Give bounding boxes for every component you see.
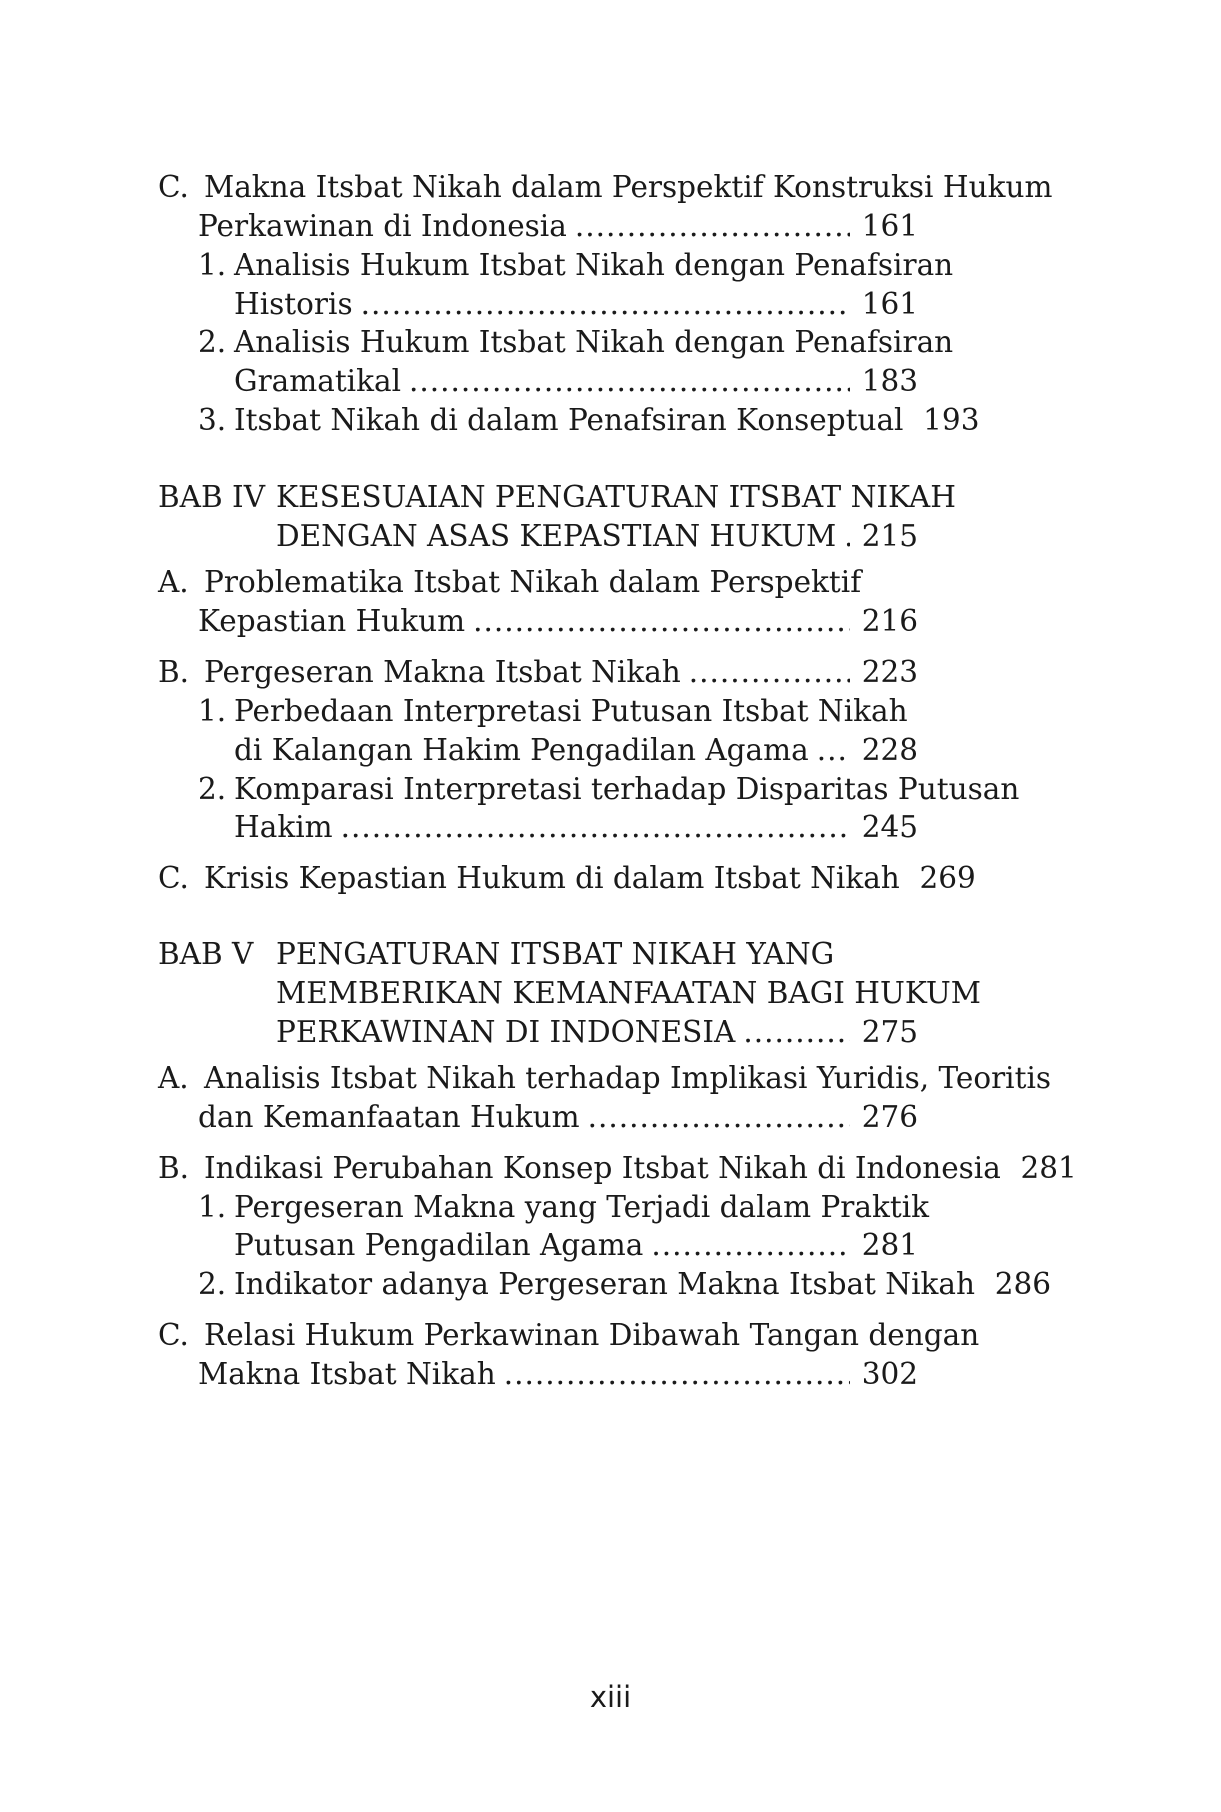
section-title: Indikasi Perubahan Konsep Itsbat Nikah di Indonesia: [204, 1151, 1001, 1185]
chapter-title-cont: MEMBERIKAN KEMANFAATAN BAGI HUKUM: [276, 976, 981, 1010]
item-number: 1.: [198, 1190, 227, 1224]
item-number: 1.: [198, 694, 227, 728]
toc-subentry: [198, 1262, 1052, 1306]
toc-subentry-line2: [234, 359, 918, 403]
page-number: 215: [861, 519, 918, 553]
page-number: 245: [861, 810, 918, 844]
page-number: 286: [994, 1267, 1052, 1301]
toc-entry-b: [158, 650, 918, 694]
toc-subentry-line2: [234, 805, 918, 849]
section-title-cont: dan Kemanfaatan Hukum: [198, 1100, 580, 1134]
item-number: 2.: [198, 325, 227, 359]
item-number: 2.: [198, 1267, 227, 1301]
toc-entry-b: [158, 1146, 1077, 1190]
toc-entry-c: [158, 856, 976, 900]
item-title-cont: di Kalangan Hakim Pengadilan Agama: [234, 733, 809, 767]
page-number: 269: [919, 861, 976, 895]
toc-entry-c-line2: [198, 1352, 918, 1396]
page-number: 281: [861, 1228, 918, 1262]
item-title-cont: Putusan Pengadilan Agama: [234, 1228, 644, 1262]
section-label: B.: [158, 655, 190, 689]
item-number: 1.: [198, 248, 227, 282]
toc-subentry-line1: [198, 320, 954, 364]
toc-subentry: [198, 398, 980, 442]
page-number: 216: [861, 604, 918, 638]
item-title: Perbedaan Interpretasi Putusan Itsbat Nikah: [234, 694, 908, 728]
chapter-title: PENGATURAN ITSBAT NIKAH YANG: [276, 937, 835, 971]
item-title-cont: Hakim: [234, 810, 333, 844]
toc-subentry-line2: [234, 1223, 918, 1267]
section-title: Problematika Itsbat Nikah dalam Perspektif: [204, 565, 862, 599]
chapter-title-cont: PERKAWINAN DI INDONESIA: [276, 1015, 736, 1049]
toc-entry-c-line1: [158, 1313, 980, 1357]
chapter-heading-line1: [158, 932, 918, 976]
page-folio: xiii: [589, 1680, 632, 1714]
item-title: Indikator adanya Pergeseran Makna Itsbat Nikah: [234, 1267, 976, 1301]
dot-leader: [817, 728, 850, 772]
chapter-heading-line2: [276, 514, 918, 558]
page-number: 275: [861, 1015, 918, 1049]
section-label: C.: [158, 861, 189, 895]
item-title: Analisis Hukum Itsbat Nikah dengan Penafsiran: [234, 248, 954, 282]
section-title: Relasi Hukum Perkawinan Dibawah Tangan dengan: [204, 1318, 980, 1352]
section-title: Analisis Itsbat Nikah terhadap Implikasi Yuridis, Teoritis: [204, 1061, 1052, 1095]
item-title: Itsbat Nikah di dalam Penafsiran Konseptual: [234, 403, 904, 437]
section-label: C.: [158, 170, 189, 204]
section-label: B.: [158, 1151, 190, 1185]
item-title-cont: Gramatikal: [234, 364, 402, 398]
page-number: 276: [861, 1100, 918, 1134]
toc-entry-c-line2: [198, 204, 918, 248]
item-title: Pergeseran Makna yang Terjadi dalam Praktik: [234, 1190, 930, 1224]
dot-leader: [575, 204, 850, 248]
section-title: Pergeseran Makna Itsbat Nikah: [204, 655, 681, 689]
page-number: 281: [1020, 1151, 1077, 1185]
page-number: 183: [861, 364, 918, 398]
item-title: Komparasi Interpretasi terhadap Disparitas Putusan: [234, 772, 1020, 806]
chapter-label: BAB V: [158, 937, 254, 971]
section-title-cont: Perkawinan di Indonesia: [198, 209, 567, 243]
page-number: 223: [861, 655, 918, 689]
toc-subentry-line2: [234, 728, 918, 772]
dot-leader: [651, 1223, 850, 1267]
toc-entry-a-line1: [158, 1056, 1052, 1100]
section-title: Makna Itsbat Nikah dalam Perspektif Konstruksi Hukum: [204, 170, 1053, 204]
dot-leader: [473, 599, 850, 643]
page-number: 193: [923, 403, 980, 437]
dot-leader: [341, 805, 850, 849]
chapter-heading-line3: [276, 1010, 918, 1054]
toc-subentry-line1: [198, 243, 954, 287]
item-title: Analisis Hukum Itsbat Nikah dengan Penafsiran: [234, 325, 954, 359]
toc-entry-a-line2: [198, 599, 918, 643]
dot-leader: [409, 359, 850, 403]
section-title: Krisis Kepastian Hukum di dalam Itsbat Nikah: [204, 861, 900, 895]
chapter-title-cont: DENGAN ASAS KEPASTIAN HUKUM: [276, 519, 837, 553]
chapter-heading-line1: [158, 475, 956, 519]
page-number: 161: [861, 209, 918, 243]
chapter-label: BAB IV: [158, 480, 265, 514]
toc-entry-a-line1: [158, 560, 918, 604]
page-number: 302: [861, 1357, 918, 1391]
toc-entry-a-line2: [198, 1095, 918, 1139]
dot-leader: [588, 1095, 850, 1139]
page-number: 161: [861, 287, 918, 321]
chapter-title: KESESUAIAN PENGATURAN ITSBAT NIKAH: [276, 480, 956, 514]
chapter-heading-line2: [276, 971, 981, 1015]
dot-leader: [689, 650, 850, 694]
item-title-cont: Historis: [234, 287, 353, 321]
dot-leader: [844, 514, 850, 558]
section-label: C.: [158, 1318, 189, 1352]
section-title-cont: Makna Itsbat Nikah: [198, 1357, 496, 1391]
item-number: 2.: [198, 772, 227, 806]
toc-subentry-line1: [198, 689, 918, 733]
page-number: 228: [861, 733, 918, 767]
toc-entry-c-line1: [158, 165, 1053, 209]
dot-leader: [743, 1010, 850, 1054]
section-label: A.: [158, 565, 189, 599]
section-title-cont: Kepastian Hukum: [198, 604, 466, 638]
item-number: 3.: [198, 403, 227, 437]
dot-leader: [504, 1352, 850, 1396]
section-label: A.: [158, 1061, 189, 1095]
